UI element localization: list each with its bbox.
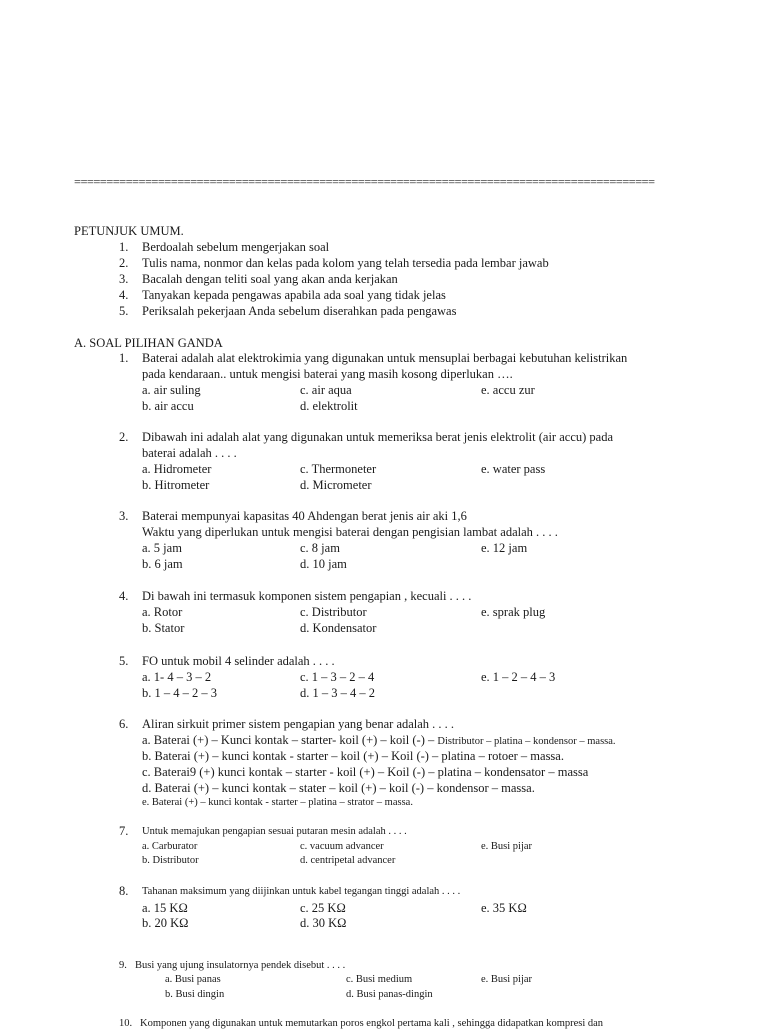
option: e. Busi pijar xyxy=(481,974,533,985)
long-option: d. Baterai (+) – kunci kontak – stater – koil (+) – koil (-) – kondensor – massa. xyxy=(142,781,535,795)
question-number: 3. xyxy=(119,509,129,523)
option: e. accu zur xyxy=(481,383,535,397)
option: d. 10 jam xyxy=(300,557,347,571)
option: a. 1- 4 – 3 – 2 xyxy=(142,670,212,684)
option: b. 1 – 4 – 2 – 3 xyxy=(142,686,217,700)
option: c. Busi medium xyxy=(346,974,413,985)
option: b. Distributor xyxy=(142,855,199,866)
option: d. elektrolit xyxy=(300,399,358,413)
option: e. sprak plug xyxy=(481,605,546,619)
option: d. Micrometer xyxy=(300,478,372,492)
option: c. 8 jam xyxy=(300,541,340,555)
instruction-text: Berdoalah sebelum mengerjakan soal xyxy=(142,240,330,254)
instruction-number: 1. xyxy=(119,240,129,254)
instruction-number: 5. xyxy=(119,304,129,318)
option: c. air aqua xyxy=(300,383,352,397)
option: e. 1 – 2 – 4 – 3 xyxy=(481,670,556,684)
instruction-text: Bacalah dengan teliti soal yang akan anda kerjakan xyxy=(142,272,398,286)
question-number: 7. xyxy=(119,824,129,838)
option: c. Distributor xyxy=(300,605,367,619)
instruction-number: 2. xyxy=(119,256,129,270)
long-option: e. Baterai (+) – kunci kontak - starter – platina – strator – massa. xyxy=(142,797,413,808)
instruction-number: 4. xyxy=(119,288,129,302)
instruction-text: Tanyakan kepada pengawas apabila ada soal yang tidak jelas xyxy=(142,288,446,302)
option-small-text: Distributor – platina – kondensor – massa. xyxy=(437,736,616,747)
instruction-text: Tulis nama, nonmor dan kelas pada kolom yang telah tersedia pada lembar jawab xyxy=(142,256,549,270)
question-text: Di bawah ini termasuk komponen sistem pengapian , kecuali . . . . xyxy=(142,589,472,603)
option: b. Busi dingin xyxy=(165,989,225,1000)
instructions-title: PETUNJUK UMUM. xyxy=(74,224,184,238)
option: a. 5 jam xyxy=(142,541,182,555)
option: e. Busi pijar xyxy=(481,841,533,852)
question-text: FO untuk mobil 4 selinder adalah . . . . xyxy=(142,654,335,668)
option: a. Carburator xyxy=(142,841,198,852)
long-option: c. Baterai9 (+) kunci kontak – starter - koil (+) – Koil (-) – platina – kondensator – massa xyxy=(142,765,589,779)
option: c. 25 KΩ xyxy=(300,901,346,915)
option: d. Busi panas-dingin xyxy=(346,989,433,1000)
question-text: Untuk memajukan pengapian sesuai putaran mesin adalah . . . . xyxy=(142,826,407,837)
option: d. 30 KΩ xyxy=(300,916,347,930)
option: b. Hitrometer xyxy=(142,478,210,492)
long-option xyxy=(142,732,616,749)
question-number: 4. xyxy=(119,589,129,603)
option: a. Hidrometer xyxy=(142,462,212,476)
question-text: Tahanan maksimum yang diijinkan untuk kabel tegangan tinggi adalah . . . . xyxy=(142,886,461,897)
option: d. 1 – 3 – 4 – 2 xyxy=(300,686,375,700)
option: b. air accu xyxy=(142,399,194,413)
option: d. Kondensator xyxy=(300,621,377,635)
question-number: 2. xyxy=(119,430,129,444)
question-text: Baterai mempunyai kapasitas 40 Ahdengan berat jenis air aki 1,6 xyxy=(142,509,467,523)
long-option: b. Baterai (+) – kunci kontak - starter – koil (+) – Koil (-) – platina – rotoer – massa. xyxy=(142,749,564,763)
option: c. vacuum advancer xyxy=(300,841,384,852)
option: a. Rotor xyxy=(142,605,183,619)
option: d. centripetal advancer xyxy=(300,855,396,866)
question-text: pada kendaraan.. untuk mengisi baterai yang masih kosong diperlukan …. xyxy=(142,367,513,381)
divider-line: ========================================================================================== xyxy=(74,175,655,189)
question-text: baterai adalah . . . . xyxy=(142,446,237,460)
option: e. 35 KΩ xyxy=(481,901,527,915)
question-text: Baterai adalah alat elektrokimia yang digunakan untuk mensuplai berbagai kebutuhan kelistrikan xyxy=(142,351,628,365)
option: e. 12 jam xyxy=(481,541,528,555)
question-number: 8. xyxy=(119,884,129,898)
option: b. 6 jam xyxy=(142,557,183,571)
question-number: 5. xyxy=(119,654,129,668)
question-number: 1. xyxy=(119,351,129,365)
option: a. Busi panas xyxy=(165,974,221,985)
question-number: 9. xyxy=(119,960,127,971)
option: c. 1 – 3 – 2 – 4 xyxy=(300,670,375,684)
question-number: 10. xyxy=(119,1018,133,1029)
question-number: 6. xyxy=(119,717,129,731)
question-text: Komponen yang digunakan untuk memutarkan poros engkol pertama kali , sehingga didapatkan kompresi dan xyxy=(140,1018,604,1029)
option-main-text: a. Baterai (+) – Kunci kontak – starter- koil (+) – koil (-) – xyxy=(142,733,438,747)
option: a. 15 KΩ xyxy=(142,901,188,915)
option: a. air suling xyxy=(142,383,201,397)
option: e. water pass xyxy=(481,462,546,476)
instruction-number: 3. xyxy=(119,272,129,286)
question-text: Dibawah ini adalah alat yang digunakan untuk memeriksa berat jenis elektrolit (air accu) pada xyxy=(142,430,613,444)
question-text: Waktu yang diperlukan untuk mengisi baterai dengan pengisian lambat adalah . . . . xyxy=(142,525,558,539)
section-title: A. SOAL PILIHAN GANDA xyxy=(74,336,223,350)
question-text: Aliran sirkuit primer sistem pengapian yang benar adalah . . . . xyxy=(142,717,455,731)
option: b. 20 KΩ xyxy=(142,916,189,930)
option: b. Stator xyxy=(142,621,185,635)
question-text: Busi yang ujung insulatornya pendek disebut . . . . xyxy=(135,960,346,971)
instruction-text: Periksalah pekerjaan Anda sebelum diserahkan pada pengawas xyxy=(142,304,457,318)
option: c. Thermoneter xyxy=(300,462,377,476)
